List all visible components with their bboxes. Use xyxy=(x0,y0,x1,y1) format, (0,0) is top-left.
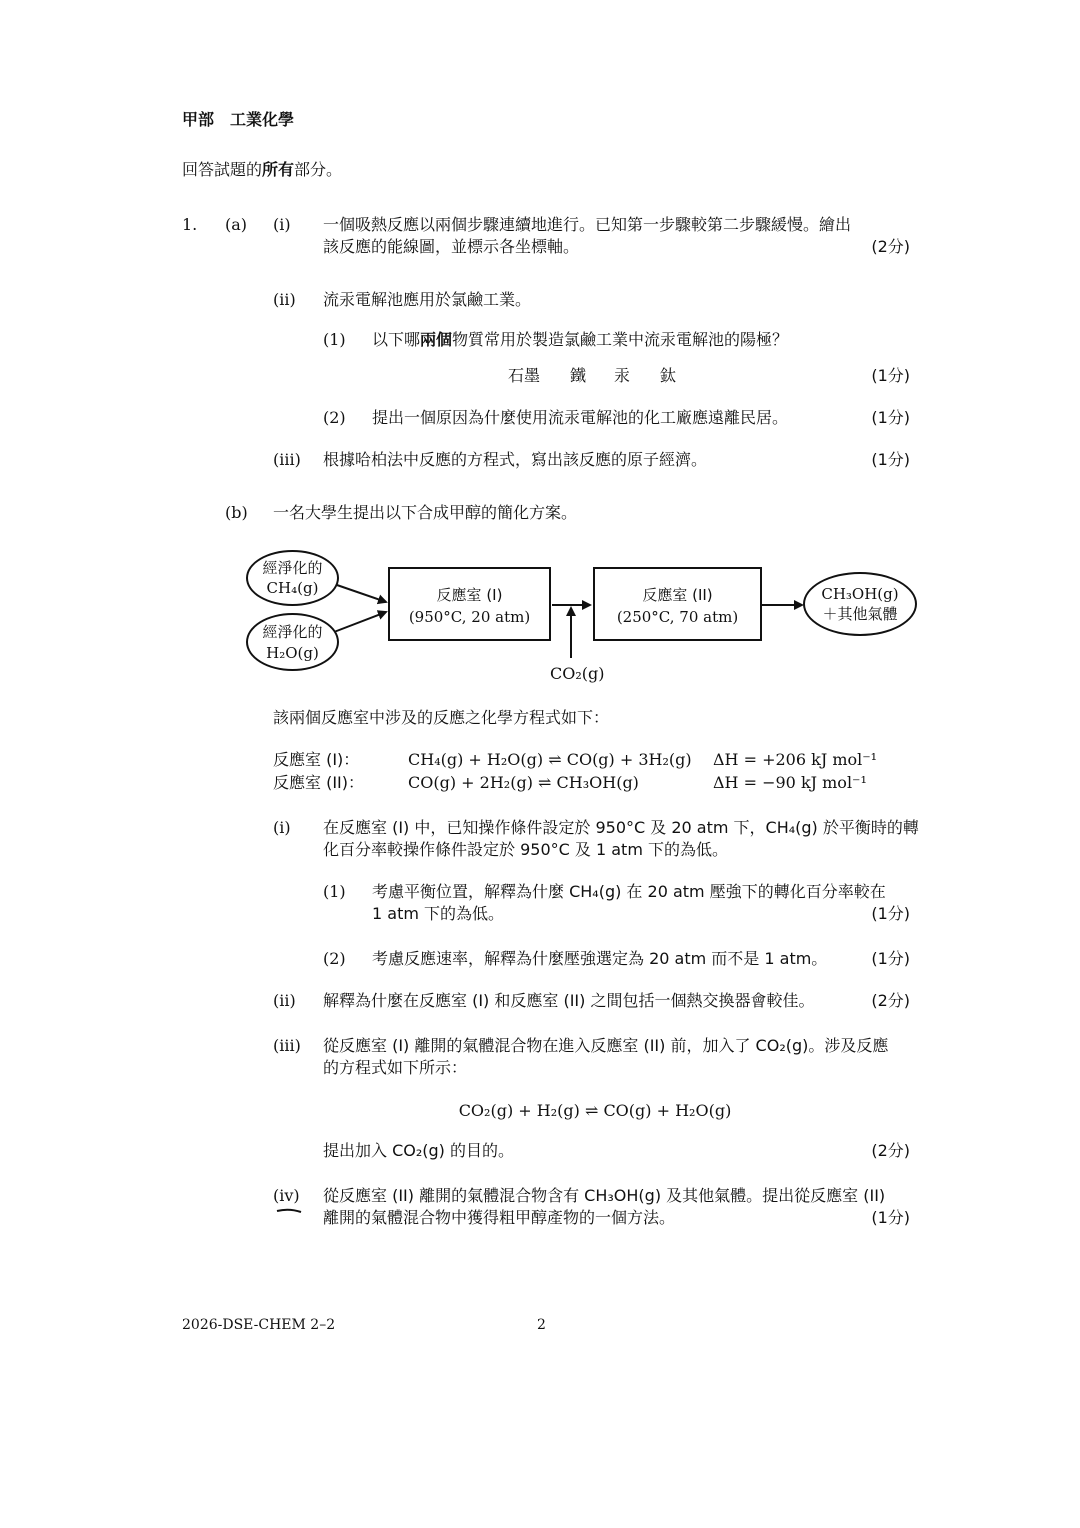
part-b-iv-marks: (1分) xyxy=(871,1208,910,1227)
question-number: 1. xyxy=(182,215,198,234)
part-b-iii-marks: (2分) xyxy=(871,1141,910,1160)
input-ch4-node: 經淨化的 CH₄(g) xyxy=(246,550,339,606)
part-b-ii-text: 解釋為什麼在反應室 (I) 和反應室 (II) 之間包括一個熱交換器會較佳。 xyxy=(323,991,815,1010)
part-a-i-marks: (2分) xyxy=(871,237,910,256)
part-b-i-2-label: (2) xyxy=(323,949,346,968)
instruction: 回答試題的所有部分。 xyxy=(182,160,343,179)
equation-1-chamber: 反應室 (I)： xyxy=(273,750,360,769)
co2-input-label: CO₂(g) xyxy=(550,664,605,683)
part-b-ii-label: (ii) xyxy=(273,991,296,1010)
part-b-iv-line1: 從反應室 (II) 離開的氣體混合物含有 CH₃OH(g) 及其他氣體。提出從反應室 (II) xyxy=(323,1186,886,1205)
option-titanium: 鈦 xyxy=(660,366,677,385)
part-b-i-1-marks: (1分) xyxy=(871,904,910,923)
part-b-ii-marks: (2分) xyxy=(871,991,910,1010)
part-b-iii-question: 提出加入 CO₂(g) 的目的。 xyxy=(323,1141,514,1160)
part-b-iii-line2: 的方程式如下所示： xyxy=(323,1058,468,1077)
part-b-i-2-text: 考慮反應速率，解釋為什麼壓強選定為 20 atm 而不是 1 atm。 xyxy=(372,949,828,968)
part-b-i-1-line1: 考慮平衡位置，解釋為什麼 CH₄(g) 在 20 atm 壓強下的轉化百分率較在 xyxy=(372,882,886,901)
part-b-i-2-marks: (1分) xyxy=(871,949,910,968)
part-a-ii-2-marks: (1分) xyxy=(871,408,910,427)
part-a-ii-label: (ii) xyxy=(273,290,296,309)
part-a-label: (a) xyxy=(225,215,248,234)
part-b-i-label: (i) xyxy=(273,818,291,837)
chamber-2-box: 反應室 (II) (250°C, 70 atm) xyxy=(593,567,762,641)
equation-2: CO(g) + 2H₂(g) ⇌ CH₃OH(g) xyxy=(408,773,639,792)
part-a-i-line2: 該反應的能線圖，並標示各坐標軸。 xyxy=(323,237,580,256)
part-a-ii-2-text: 提出一個原因為什麼使用流汞電解池的化工廠應遠離民居。 xyxy=(372,408,789,427)
flow-diagram xyxy=(0,0,1080,700)
option-mercury: 汞 xyxy=(614,366,631,385)
option-iron: 鐵 xyxy=(570,366,587,385)
part-a-iii-text: 根據哈柏法中反應的方程式，寫出該反應的原子經濟。 xyxy=(323,450,708,469)
chamber-1-box: 反應室 (I) (950°C, 20 atm) xyxy=(388,567,551,641)
part-b-iii-line1: 從反應室 (I) 離開的氣體混合物在進入反應室 (II) 前，加入了 CO₂(g)。涉及反應 xyxy=(323,1036,889,1055)
section-title: 甲部 工業化學 xyxy=(182,110,295,129)
part-a-i-label: (i) xyxy=(273,215,291,234)
part-a-ii-2-label: (2) xyxy=(323,408,346,427)
equation-1: CH₄(g) + H₂O(g) ⇌ CO(g) + 3H₂(g) xyxy=(408,750,692,769)
input-h2o-node: 經淨化的 H₂O(g) xyxy=(246,613,339,671)
part-b-intro: 一名大學生提出以下合成甲醇的簡化方案。 xyxy=(273,503,578,522)
equations-intro: 該兩個反應室中涉及的反應之化學方程式如下： xyxy=(273,708,610,727)
part-a-ii-1-marks: (1分) xyxy=(871,366,910,385)
equation-2-dh: ΔH = −90 kJ mol⁻¹ xyxy=(713,773,867,792)
part-b-iii-equation: CO₂(g) + H₂(g) ⇌ CO(g) + H₂O(g) xyxy=(458,1101,732,1120)
option-graphite: 石墨 xyxy=(508,366,541,385)
part-a-iii-label: (iii) xyxy=(273,450,301,469)
page-number: 2 xyxy=(537,1317,546,1333)
part-a-ii-1-text: 以下哪兩個物質常用於製造氯鹼工業中流汞電解池的陽極？ xyxy=(372,330,789,349)
part-b-i-line1: 在反應室 (I) 中，已知操作條件設定於 950°C 及 20 atm 下，CH₄(g) 於平衡時的轉 xyxy=(323,818,919,837)
pen-mark xyxy=(275,1206,305,1216)
footer-code: 2026-DSE-CHEM 2–2 xyxy=(182,1317,336,1333)
part-a-i-line1: 一個吸熱反應以兩個步驟連續地進行。已知第一步驟較第二步驟緩慢。繪出 xyxy=(323,215,852,234)
part-b-i-1-label: (1) xyxy=(323,882,346,901)
part-a-ii-text: 流汞電解池應用於氯鹼工業。 xyxy=(323,290,532,309)
part-b-i-line2: 化百分率較操作條件設定於 950°C 及 1 atm 下的為低。 xyxy=(323,840,728,859)
equation-1-dh: ΔH = +206 kJ mol⁻¹ xyxy=(713,750,878,769)
part-b-i-1-line2: 1 atm 下的為低。 xyxy=(372,904,505,923)
equation-2-chamber: 反應室 (II)： xyxy=(273,773,365,792)
part-a-iii-marks: (1分) xyxy=(871,450,910,469)
output-node: CH₃OH(g) ＋其他氣體 xyxy=(803,572,917,636)
part-b-label: (b) xyxy=(225,503,248,522)
part-a-ii-1-label: (1) xyxy=(323,330,346,349)
part-b-iv-label: (iv) xyxy=(273,1186,300,1205)
part-b-iv-line2: 離開的氣體混合物中獲得粗甲醇產物的一個方法。 xyxy=(323,1208,676,1227)
part-b-iii-label: (iii) xyxy=(273,1036,301,1055)
